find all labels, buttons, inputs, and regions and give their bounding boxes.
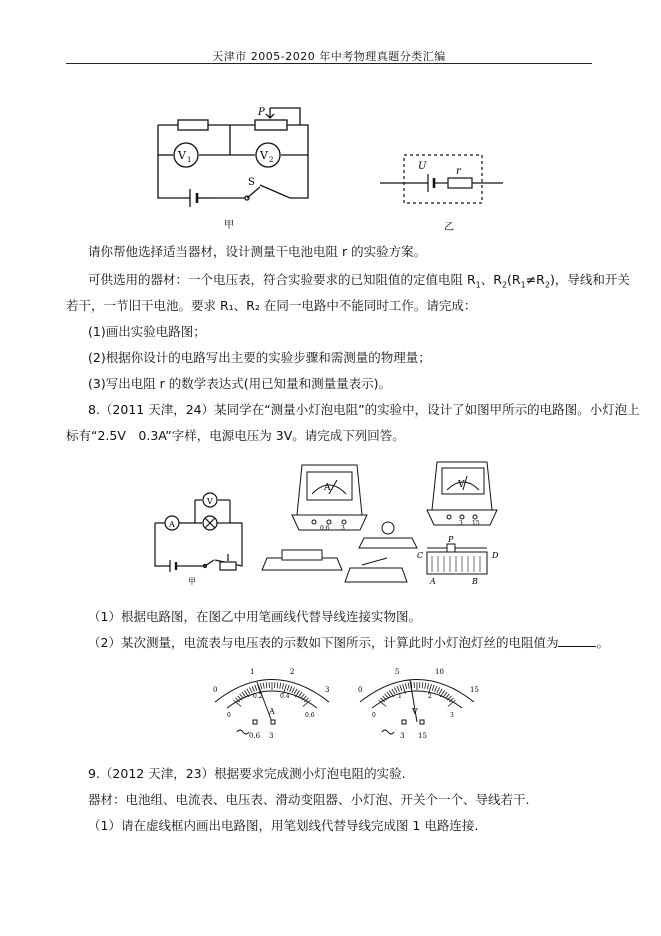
svg-text:0.6: 0.6 bbox=[249, 732, 261, 740]
svg-text:15: 15 bbox=[470, 686, 479, 694]
svg-text:10: 10 bbox=[435, 668, 444, 676]
voltmeter-symbol: V bbox=[207, 497, 213, 506]
svg-text:0.4: 0.4 bbox=[280, 693, 290, 700]
circuit-diagram-jia-2 bbox=[150, 488, 250, 586]
header-rule bbox=[66, 63, 592, 64]
page-header: 天津市 2005-2020 年中考物理真题分类汇编 bbox=[212, 50, 446, 63]
para-9: （1）根据电路图，在图乙中用笔画线代替导线连接实物图。 bbox=[88, 609, 421, 624]
para-12: 器材：电池组、电流表、电压表、滑动变阻器、小灯泡、开关个一个、导线若干. bbox=[88, 792, 530, 807]
ammeter-symbol: A bbox=[169, 520, 175, 529]
svg-text:3: 3 bbox=[400, 732, 405, 740]
svg-text:0.6: 0.6 bbox=[320, 525, 330, 532]
apparatus-drawing-yi bbox=[262, 460, 512, 590]
svg-text:15: 15 bbox=[418, 732, 427, 740]
para-7: 8.（2011 天津，24）某同学在“测量小灯泡电阻”的实验中，设计了如图甲所示的电路图。小灯泡上 bbox=[88, 402, 640, 417]
svg-text:0: 0 bbox=[372, 712, 376, 719]
svg-text:甲: 甲 bbox=[188, 577, 196, 586]
s-label: S bbox=[248, 177, 255, 188]
para-11: 9.（2012 天津，23）根据要求完成测小灯泡电阻的实验. bbox=[88, 766, 406, 781]
svg-text:1: 1 bbox=[187, 156, 192, 164]
para-1: 请你帮他选择适当器材，设计测量干电池电阻 r 的实验方案。 bbox=[88, 244, 427, 259]
para-4: (1)画出实验电路图； bbox=[88, 324, 206, 339]
circuit-diagram-jia bbox=[150, 105, 320, 230]
svg-text:P: P bbox=[448, 535, 454, 544]
para-2: 可供选用的器材：一个电压表，符合实验要求的已知阻值的定值电阻 $R_1$、$R_2(R_1\ne R_2)$，导线和开关 bbox=[88, 272, 630, 290]
battery-model-yi bbox=[378, 150, 508, 235]
svg-text:1: 1 bbox=[398, 693, 402, 700]
svg-text:3: 3 bbox=[341, 525, 345, 532]
svg-text:A: A bbox=[324, 483, 331, 493]
svg-text:2: 2 bbox=[428, 693, 432, 700]
u-label: U bbox=[418, 161, 427, 172]
svg-text:3: 3 bbox=[269, 732, 274, 740]
figure-label-jia: 甲 bbox=[224, 220, 234, 231]
svg-text:V: V bbox=[458, 480, 465, 490]
figure-label-yi: 乙 bbox=[444, 222, 454, 233]
svg-text:A: A bbox=[430, 577, 436, 586]
svg-text:2: 2 bbox=[290, 668, 295, 676]
p-label: P bbox=[258, 107, 265, 118]
para-5: (2)根据你设计的电路写出主要的实验步骤和需测量的物理量； bbox=[88, 350, 431, 365]
answer-blank bbox=[558, 634, 596, 647]
v2-symbol: V bbox=[260, 149, 268, 162]
voltmeter-dial bbox=[350, 662, 485, 752]
svg-text:B: B bbox=[472, 577, 478, 586]
svg-text:A: A bbox=[269, 707, 275, 716]
svg-text:0: 0 bbox=[213, 686, 218, 694]
svg-text:15: 15 bbox=[472, 520, 480, 527]
para-3: 若干，一节旧干电池。要求 R₁、R₂ 在同一电路中不能同时工作。请完成： bbox=[66, 298, 477, 313]
svg-text:3: 3 bbox=[459, 520, 463, 527]
para-6: (3)写出电阻 r 的数学表达式(用已知量和测量量表示)。 bbox=[88, 376, 392, 391]
svg-text:3: 3 bbox=[325, 686, 330, 694]
svg-text:0: 0 bbox=[227, 712, 231, 719]
svg-text:0.2: 0.2 bbox=[253, 693, 263, 700]
svg-text:5: 5 bbox=[395, 668, 400, 676]
svg-text:0.6: 0.6 bbox=[305, 712, 315, 719]
svg-text:3: 3 bbox=[450, 712, 454, 719]
svg-text:0: 0 bbox=[358, 686, 363, 694]
svg-text:2: 2 bbox=[269, 156, 274, 164]
para-10: （2）某次测量，电流表与电压表的示数如下图所示，计算此时小灯泡灯丝的电阻值为 。 bbox=[88, 635, 609, 650]
svg-text:V: V bbox=[412, 707, 418, 716]
r-label: r bbox=[456, 166, 461, 177]
v1-symbol: V bbox=[178, 149, 186, 162]
para-13: （1）请在虚线框内画出电路图，用笔划线代替导线完成图 1 电路连接. bbox=[88, 818, 479, 833]
svg-text:D: D bbox=[492, 551, 499, 560]
para-8: 标有“2.5V 0.3A”字样，电源电压为 3V。请完成下列回答。 bbox=[66, 428, 405, 443]
svg-text:1: 1 bbox=[250, 668, 255, 676]
svg-text:C: C bbox=[417, 551, 424, 560]
ammeter-dial bbox=[205, 662, 340, 752]
